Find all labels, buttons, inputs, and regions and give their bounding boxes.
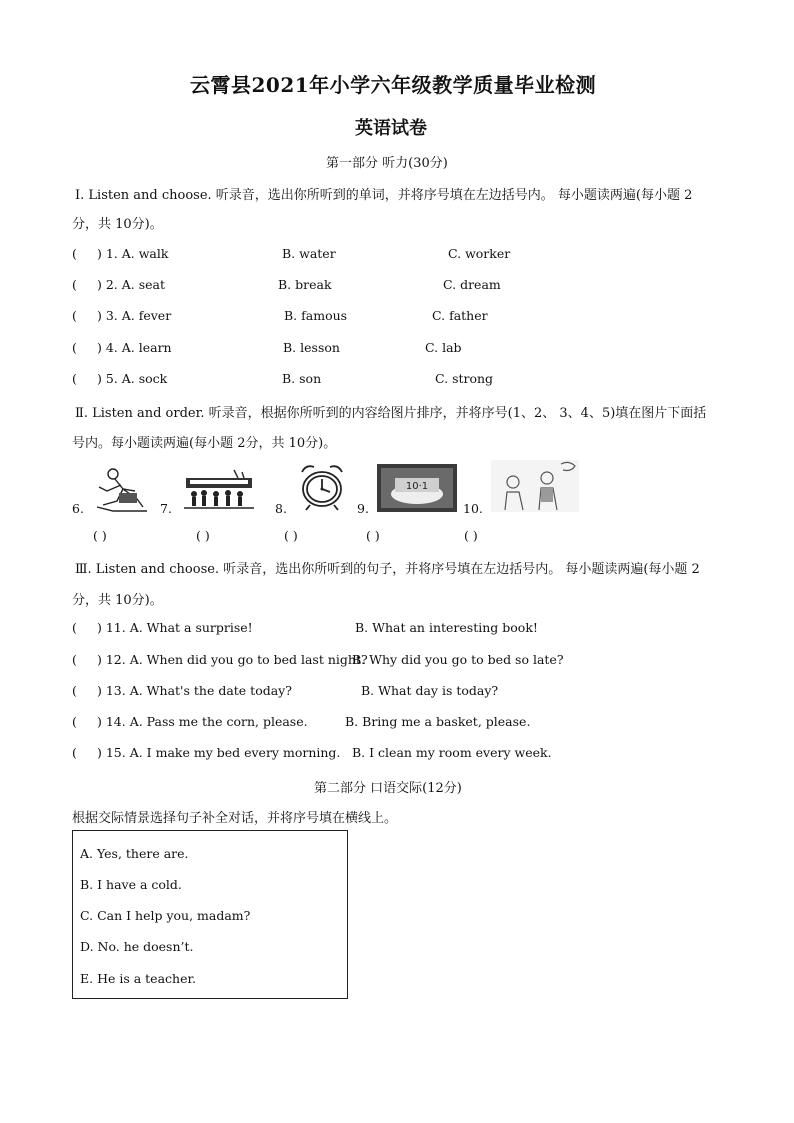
option-c: C. strong (435, 371, 494, 386)
answer-bracket[interactable]: ( (72, 714, 77, 729)
picture-alarm-clock (296, 462, 348, 512)
option-c: C. worker (448, 246, 511, 261)
question-text: ) 3. A. fever (97, 308, 172, 323)
option-c: C. dream (443, 277, 501, 292)
sec1-instruction-line2: 分，共 10分)。 (72, 217, 163, 232)
answer-bracket-8[interactable]: ( ) (284, 528, 298, 543)
sec2-instruction-line2: 号内。每小题读两遍(每小题 2分，共 10分)。 (72, 436, 337, 451)
question-text: ) 1. A. walk (97, 246, 169, 261)
option-b: B. famous (284, 308, 348, 323)
exam-title: 云霄县2021年小学六年级教学质量毕业检测 (190, 73, 597, 97)
answer-bracket[interactable]: ( (72, 308, 77, 323)
answer-bracket-7[interactable]: ( ) (196, 528, 210, 543)
answer-bracket[interactable]: ( (72, 246, 77, 261)
picture-two-people (491, 460, 579, 512)
svg-text:10·1: 10·1 (405, 481, 429, 492)
picture-number-10: 10. (463, 501, 483, 516)
option-d: D. No. he doesn’t. (80, 939, 194, 954)
option-b: B. What day is today? (361, 683, 499, 698)
part2-heading: 第二部分 口语交际(12分) (314, 781, 462, 796)
answer-bracket-6[interactable]: ( ) (93, 528, 107, 543)
option-a: A. Yes, there are. (80, 846, 189, 861)
question-text: ) 14. A. Pass me the corn, please. (97, 714, 308, 729)
option-b: B. break (278, 277, 332, 292)
question-text: ) 15. A. I make my bed every morning. (97, 745, 341, 760)
part2-instruction: 根据交际情景选择句子补全对话，并将序号填在横线上。 (72, 811, 398, 826)
question-text: ) 4. A. learn (97, 340, 172, 355)
picture-running-person (93, 467, 149, 513)
sec3-instruction-line1: Ⅲ. Listen and choose. 听录音，选出你所听到的句子，并将序号填在左边括号内。 每小题读两遍(每小题 2 (75, 562, 700, 577)
option-b: B. I have a cold. (80, 877, 182, 892)
sec1-instruction-line1: Ⅰ. Listen and choose. 听录音，选出你所听到的单词，并将序号填在左边括号内。 每小题读两遍(每小题 2 (75, 188, 693, 203)
question-text: ) 12. A. When did you go to bed last night? (97, 652, 368, 667)
option-c: C. father (432, 308, 488, 323)
picture-birthday-cake (377, 464, 457, 512)
picture-number-7: 7. (160, 501, 172, 516)
picture-school-building (184, 468, 254, 510)
sec2-instruction-line1: Ⅱ. Listen and order. 听录音，根据你所听到的内容给图片排序，并将序号(1、2、 3、4、5)填在图片下面括 (75, 406, 707, 421)
option-b: B. Bring me a basket, please. (345, 714, 531, 729)
answer-bracket[interactable]: ( (72, 683, 77, 698)
option-b: B. son (282, 371, 322, 386)
option-b: B. I clean my room every week. (352, 745, 552, 760)
answer-bracket[interactable]: ( (72, 371, 77, 386)
answer-bracket[interactable]: ( (72, 652, 77, 667)
answer-bracket-10[interactable]: ( ) (464, 528, 478, 543)
options-box (72, 830, 348, 999)
option-b: B. What an interesting book! (355, 620, 538, 635)
answer-bracket[interactable]: ( (72, 620, 77, 635)
question-text: ) 2. A. seat (97, 277, 166, 292)
option-b: B. Why did you go to bed so late? (352, 652, 564, 667)
answer-bracket-9[interactable]: ( ) (366, 528, 380, 543)
option-c: C. lab (425, 340, 462, 355)
question-text: ) 11. A. What a surprise! (97, 620, 253, 635)
option-b: B. water (282, 246, 336, 261)
answer-bracket[interactable]: ( (72, 745, 77, 760)
answer-bracket[interactable]: ( (72, 340, 77, 355)
option-c: C. Can I help you, madam? (80, 908, 251, 923)
picture-number-6: 6. (72, 501, 84, 516)
part1-heading: 第一部分 听力(30分) (326, 156, 448, 171)
exam-subtitle: 英语试卷 (355, 118, 427, 139)
option-b: B. lesson (283, 340, 340, 355)
question-text: ) 5. A. sock (97, 371, 168, 386)
picture-number-8: 8. (275, 501, 287, 516)
sec3-instruction-line2: 分，共 10分)。 (72, 593, 163, 608)
option-e: E. He is a teacher. (80, 971, 197, 986)
answer-bracket[interactable]: ( (72, 277, 77, 292)
question-text: ) 13. A. What's the date today? (97, 683, 292, 698)
picture-number-9: 9. (357, 501, 369, 516)
